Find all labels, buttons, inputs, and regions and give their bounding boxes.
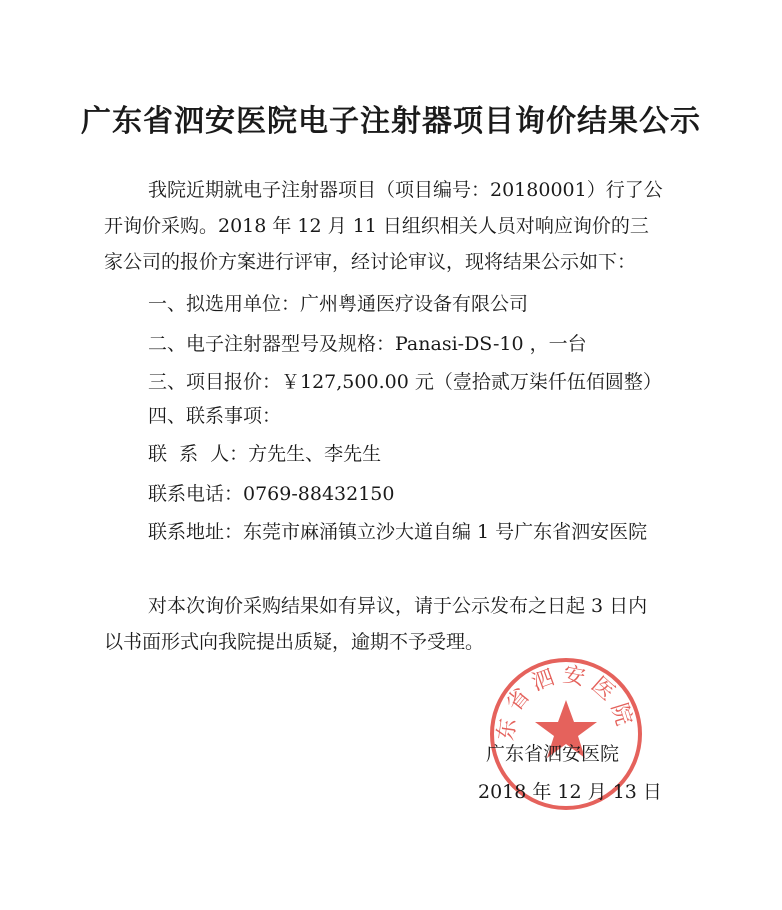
signature-date: 2018 年 12 月 13 日 bbox=[478, 781, 662, 803]
item-contact-heading: 四、联系事项： bbox=[148, 405, 282, 427]
contact-phone: 联系电话：0769-88432150 bbox=[148, 483, 395, 505]
signature-org: 广东省泗安医院 bbox=[486, 743, 620, 765]
closing-line-2: 以书面形式向我院提出质疑，逾期不予受理。 bbox=[104, 631, 485, 653]
item-price: 三、项目报价：￥127,500.00 元（壹拾贰万柒仟伍佰圆整） bbox=[148, 371, 662, 393]
item-model: 二、电子注射器型号及规格：Panasi-DS-10 ，一台 bbox=[148, 333, 587, 355]
contact-person: 联 系 人：方先生、李先生 bbox=[148, 443, 382, 465]
seal-text: 东省泗安医院 bbox=[493, 662, 638, 743]
intro-line-3: 家公司的报价方案进行评审，经讨论审议，现将结果公示如下： bbox=[104, 251, 637, 273]
closing-line-1: 对本次询价采购结果如有异议，请于公示发布之日起 3 日内 bbox=[148, 595, 648, 617]
intro-line-2: 开询价采购。2018 年 12 月 11 日组织相关人员对响应询价的三 bbox=[104, 215, 649, 237]
document-title: 广东省泗安医院电子注射器项目询价结果公示 bbox=[81, 104, 701, 139]
intro-line-1: 我院近期就电子注射器项目（项目编号：20180001）行了公 bbox=[148, 179, 663, 201]
item-unit: 一、拟选用单位：广州粤通医疗设备有限公司 bbox=[148, 293, 529, 315]
contact-address: 联系地址：东莞市麻涌镇立沙大道自编 1 号广东省泗安医院 bbox=[148, 521, 648, 543]
